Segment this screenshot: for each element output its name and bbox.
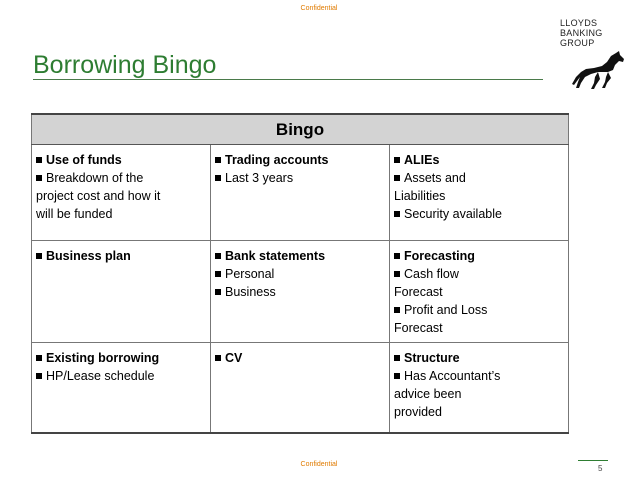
- cell-line: [394, 247, 564, 265]
- square-bullet-icon: [36, 157, 42, 163]
- square-bullet-icon: [36, 175, 42, 181]
- square-bullet-icon: [215, 355, 221, 361]
- square-bullet-icon: [215, 157, 221, 163]
- confidential-label-bottom: Confidential: [300, 461, 338, 468]
- cell-line: [36, 247, 206, 265]
- page-title: Borrowing Bingo: [33, 51, 217, 79]
- cell-text: Forecast: [394, 285, 443, 299]
- table-cell: [211, 241, 390, 343]
- square-bullet-icon: [215, 289, 221, 295]
- table-row: [32, 343, 569, 434]
- logo-line: GROUP: [560, 38, 595, 48]
- square-bullet-icon: [394, 175, 400, 181]
- cell-line: [36, 187, 206, 205]
- title-underline: [33, 79, 543, 80]
- cell-text: Has Accountant’s: [404, 369, 501, 383]
- page-number: 5: [598, 464, 603, 473]
- logo-line: BANKING: [560, 28, 603, 38]
- cell-line: [394, 319, 564, 337]
- cell-text: Forecasting: [404, 249, 475, 263]
- cell-line: [394, 367, 564, 385]
- cell-line: [394, 283, 564, 301]
- table-cell: [390, 145, 569, 241]
- confidential-label-top: Confidential: [300, 5, 338, 12]
- cell-line: [215, 151, 385, 169]
- cell-text: Cash flow: [404, 267, 459, 281]
- cell-text: Assets and: [404, 171, 466, 185]
- cell-line: [394, 169, 564, 187]
- cell-line: [215, 265, 385, 283]
- square-bullet-icon: [394, 157, 400, 163]
- square-bullet-icon: [394, 211, 400, 217]
- cell-line: [36, 169, 206, 187]
- square-bullet-icon: [36, 373, 42, 379]
- square-bullet-icon: [394, 373, 400, 379]
- cell-text: advice been: [394, 387, 462, 401]
- cell-line: [36, 349, 206, 367]
- logo-line: LLOYDS: [560, 18, 598, 28]
- table-row: [32, 241, 569, 343]
- cell-line: [36, 205, 206, 223]
- cell-text: Security available: [404, 207, 502, 221]
- table-cell: [211, 145, 390, 241]
- cell-line: [36, 151, 206, 169]
- cell-line: [215, 349, 385, 367]
- company-logo: [560, 18, 630, 88]
- page-number-rule: [578, 460, 608, 461]
- cell-text: Business plan: [46, 249, 131, 263]
- cell-line: [36, 367, 206, 385]
- cell-text: CV: [225, 351, 243, 365]
- cell-text: Trading accounts: [225, 153, 329, 167]
- cell-line: [394, 265, 564, 283]
- table-cell: [32, 343, 211, 434]
- cell-line: [394, 385, 564, 403]
- cell-text: Existing borrowing: [46, 351, 160, 365]
- square-bullet-icon: [394, 253, 400, 259]
- square-bullet-icon: [36, 355, 42, 361]
- cell-text: Structure: [404, 351, 460, 365]
- cell-text: HP/Lease schedule: [46, 369, 155, 383]
- cell-text: Forecast: [394, 321, 443, 335]
- cell-line: [215, 247, 385, 265]
- cell-text: project cost and how it: [36, 189, 161, 203]
- cell-text: Breakdown of the: [46, 171, 144, 185]
- cell-text: Use of funds: [46, 153, 122, 167]
- table-cell: [32, 241, 211, 343]
- table-cell: [390, 241, 569, 343]
- cell-text: ALIEs: [404, 153, 440, 167]
- cell-line: [394, 403, 564, 421]
- bingo-table: [31, 113, 569, 434]
- cell-text: Business: [225, 285, 276, 299]
- square-bullet-icon: [394, 271, 400, 277]
- square-bullet-icon: [215, 253, 221, 259]
- black-horse-icon: [572, 50, 627, 90]
- cell-text: will be funded: [36, 207, 113, 221]
- cell-text: Liabilities: [394, 189, 446, 203]
- table-heading: Bingo: [32, 114, 569, 145]
- cell-line: [394, 301, 564, 319]
- logo-wordmark: [560, 18, 630, 48]
- cell-text: Profit and Loss: [404, 303, 488, 317]
- cell-text: Last 3 years: [225, 171, 294, 185]
- square-bullet-icon: [36, 253, 42, 259]
- cell-text: Bank statements: [225, 249, 326, 263]
- table-cell: [32, 145, 211, 241]
- cell-line: [394, 205, 564, 223]
- square-bullet-icon: [394, 355, 400, 361]
- table-row: [32, 145, 569, 241]
- table-cell: [211, 343, 390, 434]
- cell-line: [215, 283, 385, 301]
- table-cell: [390, 343, 569, 434]
- cell-text: provided: [394, 405, 442, 419]
- cell-line: [394, 187, 564, 205]
- cell-line: [394, 349, 564, 367]
- cell-line: [394, 151, 564, 169]
- square-bullet-icon: [215, 271, 221, 277]
- cell-line: [215, 169, 385, 187]
- cell-text: Personal: [225, 267, 275, 281]
- square-bullet-icon: [394, 307, 400, 313]
- square-bullet-icon: [215, 175, 221, 181]
- table-body: [32, 145, 569, 434]
